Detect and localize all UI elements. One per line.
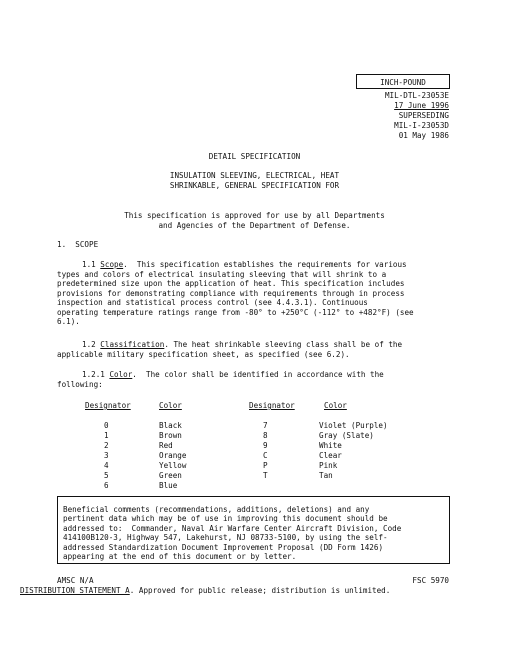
paragraph-number: 1.2.1 [82,370,110,379]
table-cell-designator: 5 [104,471,109,480]
table-cell-designator: 1 [104,431,109,440]
section-heading: 1. SCOPE [57,240,99,249]
table-cell-color: Yellow [159,461,187,470]
table-cell-designator: 3 [104,451,109,460]
approval-line-1: This specification is approved for use by all Departments [124,211,385,220]
approval-line-2: and Agencies of the Department of Defense. [158,221,351,230]
inch-pound-box [356,74,450,89]
amsc-label: AMSC N/A [57,576,94,585]
previous-document-date: 01 May 1986 [398,131,449,140]
table-cell-color: Violet (Purple) [319,421,388,430]
paragraph-title: Scope [100,260,124,269]
paragraph-text: . The color shall be identified in accordance with the [132,370,384,379]
table-cell-color: Green [159,471,182,480]
table-cell-color: Tan [319,471,333,480]
document-id: MIL-DTL-23053E [384,91,449,100]
table-cell-designator: T [263,471,268,480]
table-cell-designator: C [263,451,268,460]
table-cell-designator: 6 [104,481,109,490]
table-cell-designator: 9 [263,441,268,450]
table-cell-color: Orange [159,451,187,460]
table-cell-designator: 2 [104,441,109,450]
paragraph-number: 1.1 [82,260,101,269]
paragraph-text: . This specification establishes the requirements for various [123,260,407,269]
table-header-color: Color [159,401,182,410]
paragraph-1-2-body: applicable military specification sheet, as specified (see 6.2). [57,350,350,359]
table-cell-color: Black [159,421,182,430]
table-header-designator: Designator [85,401,131,410]
beneficial-comments-text: Beneficial comments (recommendations, additions, deletions) and any pertinent data which may be of use in improving this document should be addressed to: Commander, Naval Air Warfare Center Aircraft Division, Code 414100B120-3, Highway 547, Lakehurst, NJ 08733-5100, by using the self- addressed Standardization Document Improvement Proposal (DD Form 1426) appearing at the end of this document or by letter. [63,505,402,562]
paragraph-1-2-first-line [82,340,402,349]
table-header-color: Color [324,401,347,410]
table-cell-designator: 4 [104,461,109,470]
paragraph-1-1-body: types and colors of electrical insulating sleeving that will shrink to a predetermined size upon the application of heat. This specification includes provisions for demonstrating compliance with requirements through in process inspection and statistical process control (see 4.4.3.1). Continuous operating temperature ratings range from -80° to +250°C (-112° to +482°F) (see 6.1). [57,270,414,327]
document-type: DETAIL SPECIFICATION [208,152,301,161]
paragraph-text: . The heat shrinkable sleeving class shall be of the [164,340,403,349]
table-header-designator: Designator [249,401,295,410]
table-cell-designator: P [263,461,268,470]
distribution-statement-text: . Approved for public release; distribution is unlimited. [129,586,391,595]
distribution-statement-label: DISTRIBUTION STATEMENT A [20,586,130,595]
beneficial-comments-box [57,496,450,564]
table-cell-color: Gray (Slate) [319,431,374,440]
paragraph-1-2-1-first-line [82,370,384,379]
paragraph-1-2-1-body: following: [57,380,103,389]
table-cell-designator: 8 [263,431,268,440]
paragraph-number: 1.2 [82,340,101,349]
table-cell-color: Brown [159,431,182,440]
paragraph-title: Color [109,370,133,379]
table-cell-designator: 0 [104,421,109,430]
table-cell-color: Red [159,441,173,450]
title-line-1: INSULATION SLEEVING, ELECTRICAL, HEAT [169,171,340,180]
fsc-label: FSC 5970 [412,576,449,585]
title-line-2: SHRINKABLE, GENERAL SPECIFICATION FOR [169,181,340,190]
table-cell-color: Clear [319,451,342,460]
document-date: 17 June 1996 [394,101,449,110]
distribution-statement [20,586,390,595]
inch-pound-label: INCH-POUND [380,78,426,87]
table-cell-color: Pink [319,461,338,470]
superseding-label: SUPERSEDING [398,111,449,120]
table-cell-color: White [319,441,342,450]
previous-document-id: MIL-I-23053D [394,121,449,130]
table-cell-designator: 7 [263,421,268,430]
paragraph-1-1-first-line [82,260,407,269]
table-cell-color: Blue [159,481,178,490]
paragraph-title: Classification [100,340,165,349]
